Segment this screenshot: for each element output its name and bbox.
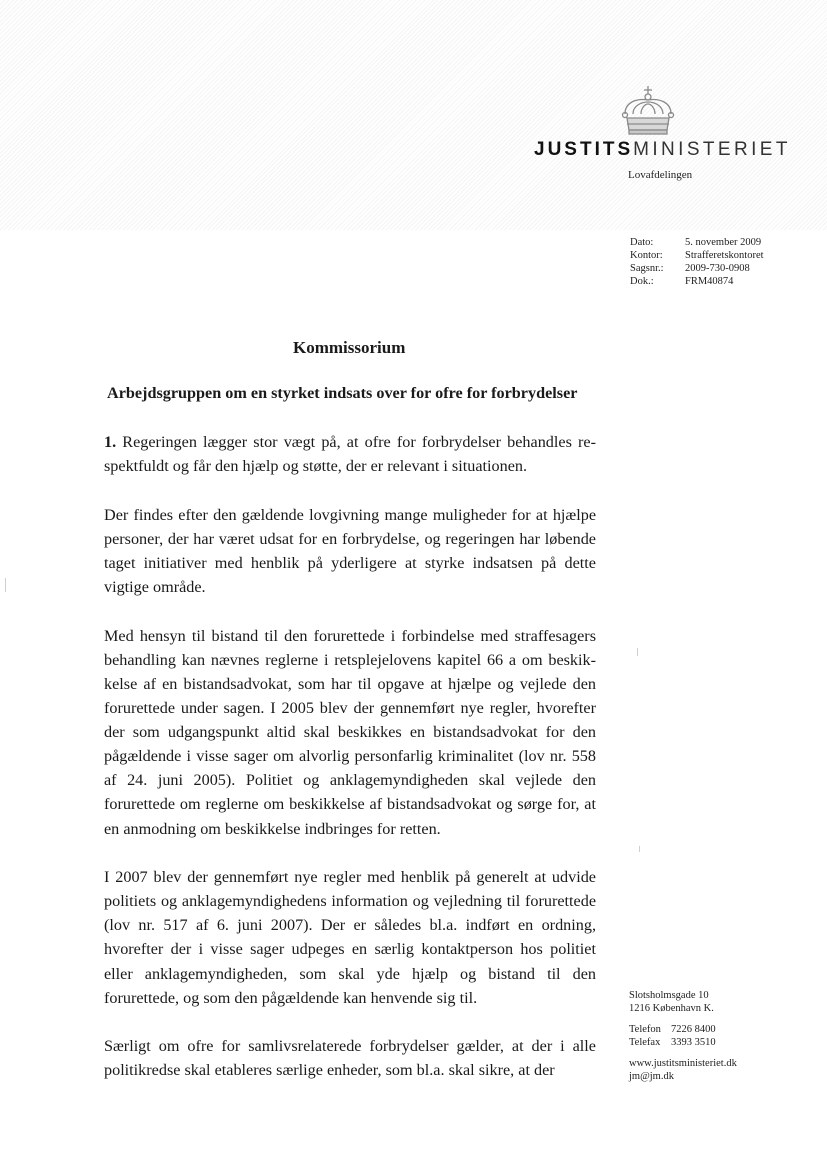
contact-info — [629, 989, 737, 1091]
meta-row-case-number — [630, 262, 764, 275]
fax-number: 3393 3510 — [671, 1037, 716, 1048]
body-paragraph — [104, 865, 596, 1010]
paragraph-text: Særligt om ofre for samlivsrelaterede forbrydelser gælder, at der i alle politikredse skal etableres særlige enheder, som bl.a. skal sikre, at der — [104, 1037, 596, 1080]
header-curve — [0, 0, 827, 240]
address-line: Slotsholmsgade 10 — [629, 990, 709, 1001]
meta-value: 5. november 2009 — [685, 237, 762, 248]
meta-label: Dok.: — [630, 276, 654, 287]
document-metadata — [630, 236, 764, 288]
paragraph-text: Regeringen lægger stor vægt på, at ofre for forbrydelser behandles respektfuldt og får den hjælp og støtte, der er relevant i situationen. — [104, 433, 596, 476]
scan-artifact — [5, 578, 6, 592]
meta-value: Strafferetskontoret — [685, 250, 764, 261]
meta-label: Kontor: — [630, 250, 663, 261]
meta-label: Sagsnr.: — [630, 263, 664, 274]
phone-label: Telefon — [629, 1024, 661, 1035]
fax-label: Telefax — [629, 1037, 661, 1048]
meta-value: FRM40874 — [685, 276, 734, 287]
paragraph-text: I 2007 blev der gennemført nye regler med henblik på generelt at udvide politiets og anklagemyndighedens information og vejledning til forurettede (lov nr. 517 af 6. juni 2007). Der er således bl.a. indført en ordning, hvorefter der i visse sager udpeges en særlig kontaktperson hos politiet eller anklagemyndigheden, som skal yde hjælp og bistand til den forurettede, og som den pågældende kan henvende sig til. — [104, 868, 596, 1007]
phone-number: 7226 8400 — [671, 1024, 716, 1035]
website-link[interactable]: www.justitsministeriet.dk — [629, 1058, 737, 1069]
meta-label: Dato: — [630, 237, 654, 248]
department-name: Lovafdelingen — [628, 169, 693, 181]
meta-row-document-id — [630, 275, 764, 288]
paragraph-text: Med hensyn til bistand til den forurettede i forbindelse med straffesagers behandling kan nævnes reglerne i retsplejelovens kapitel 66 a om beskikkelse af en bistandsadvokat, som har til opgave at hjælpe og vejlede den forurettede under sagen. I 2005 blev der gennemført nye regler, hvorefter der som udgangspunkt altid skal beskikkes en bistandsadvokat for den pågældende i visse sager om alvorlig personfarlig kriminalitet (lov nr. 558 af 24. juni 2005). Politiet og anklagemyndigheden skal vejlede den forurettede om reglerne om beskikkelse af bistandsadvokat og sørge for, at en anmodning om beskikkelse indbringes for retten. — [104, 626, 596, 838]
meta-value: 2009-730-0908 — [685, 263, 750, 274]
document-title: Kommissorium — [293, 338, 406, 357]
ministry-name — [534, 139, 791, 161]
web-block — [629, 1057, 737, 1083]
crown-crest-icon — [619, 84, 677, 142]
body-paragraph — [104, 624, 596, 841]
ministry-name-light: MINISTERIET — [633, 139, 791, 160]
scan-artifact — [637, 648, 638, 656]
scan-artifact — [639, 846, 640, 852]
ministry-name-bold: JUSTITS — [534, 139, 634, 160]
fax-line — [629, 1036, 737, 1049]
document-body — [104, 430, 596, 1107]
email-link[interactable]: jm@jm.dk — [629, 1071, 674, 1082]
body-paragraph — [104, 503, 596, 599]
address-block — [629, 989, 737, 1015]
body-paragraph — [104, 1034, 596, 1082]
phone-block — [629, 1023, 737, 1049]
paragraph-text: Der findes efter den gældende lovgivning mange muligheder for at hjælpe personer, der har været udsat for en forbrydelse, og regeringen har løbende taget initiativer med henblik på yderligere at styrke indsatsen på dette vigtige område. — [104, 505, 596, 597]
phone-line — [629, 1023, 737, 1036]
meta-row-date — [630, 236, 764, 249]
meta-row-office — [630, 249, 764, 262]
body-paragraph — [104, 430, 596, 478]
document-subtitle: Arbejdsgruppen om en styrket indsats over for ofre for forbrydelser — [107, 384, 578, 402]
address-line: 1216 København K. — [629, 1003, 714, 1014]
paragraph-number: 1. — [104, 433, 117, 451]
